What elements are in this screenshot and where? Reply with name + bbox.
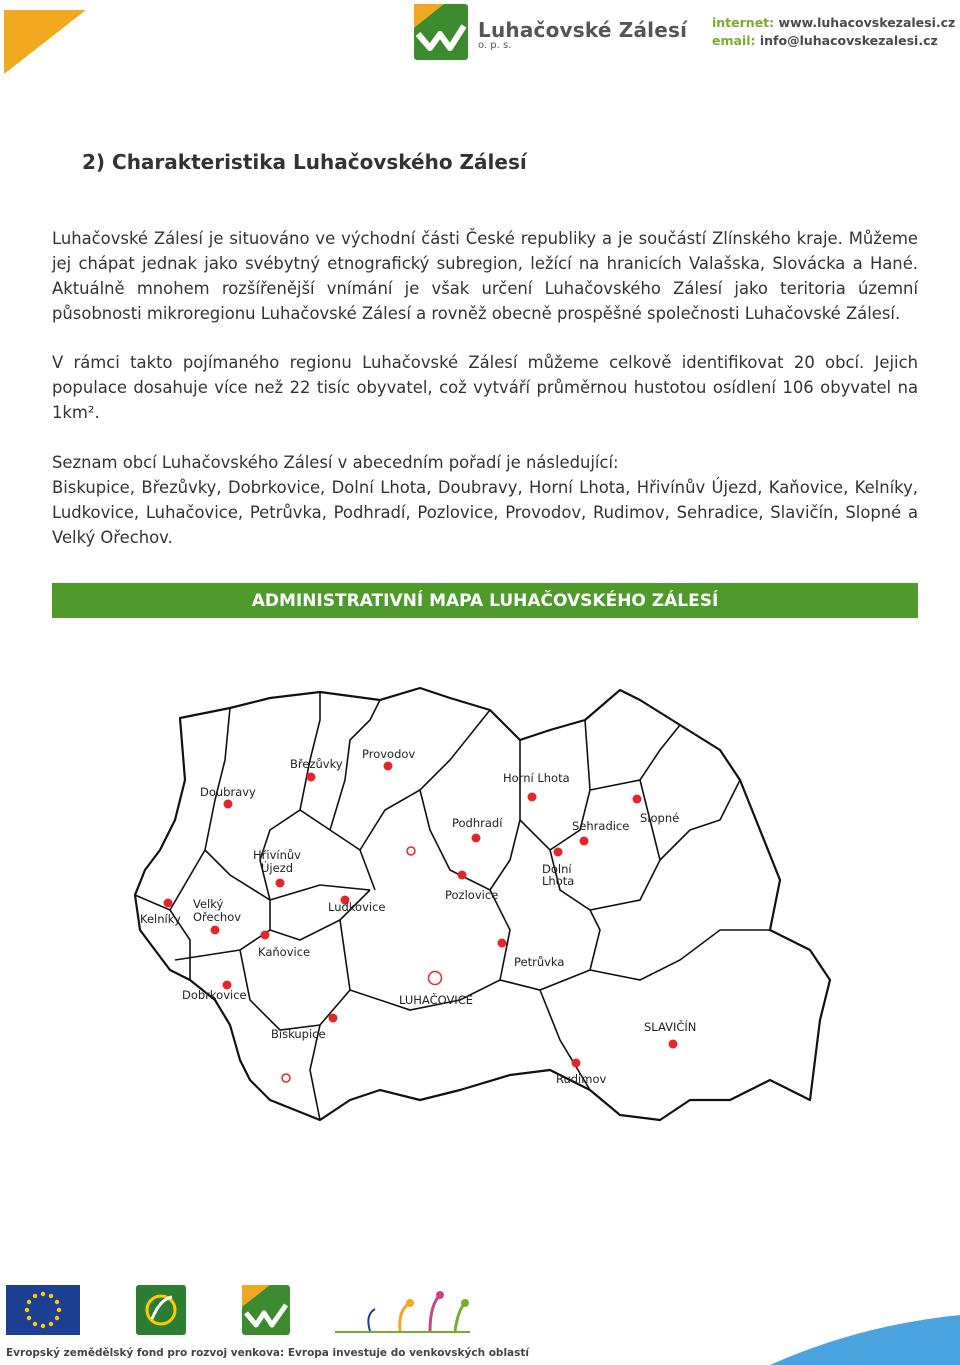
- label-ludkovice: Ludkovice: [328, 900, 386, 914]
- internet-label: internet:: [712, 15, 775, 30]
- paragraph-municipality-list: Biskupice, Březůvky, Dobrkovice, Dolní Lhota, Doubravy, Horní Lhota, Hřivínův Újezd, Kaňovice, Kelníky, Ludkovice, Luhačovice, Petrůvka, Podhradí, Pozlovice, Provodov, Rudimov, Sehradice, Slavičín, Slopné a Velký Ořechov.: [52, 478, 918, 547]
- organization-logo-small-icon: [242, 1285, 290, 1335]
- label-kelniky: Kelníky: [140, 912, 181, 926]
- label-dolni-lhota-2: Lhota: [542, 874, 575, 888]
- label-petruvka: Petrůvka: [514, 955, 565, 969]
- eu-flag-icon: [6, 1285, 80, 1335]
- marker-rudimov: [572, 1059, 581, 1068]
- website-link[interactable]: www.luhacovskezalesi.cz: [778, 15, 956, 30]
- marker-biskupice: [329, 1014, 338, 1023]
- label-luhacovice: LUHAČOVICE: [399, 993, 473, 1007]
- logo-name: Luhačovské Zálesí: [478, 18, 688, 42]
- map-banner: ADMINISTRATIVNÍ MAPA LUHAČOVSKÉHO ZÁLESÍ: [52, 583, 918, 618]
- label-doubravy: Doubravy: [200, 785, 256, 799]
- label-dolni-lhota-1: Dolní: [542, 862, 572, 876]
- footer-funding-text: Evropský zemědělský fond pro rozvoj venkova: Evropa investuje do venkovských oblastí: [6, 1347, 529, 1359]
- paragraph-population: V rámci takto pojímaného regionu Luhačovské Zálesí můžeme celkově identifikovat 20 obcí. Jejich populace dosahuje více než 22 tisíc obyvatel, což vytváří průměrnou hustotou osídlení 106 obyvatel na 1km².: [52, 353, 918, 422]
- marker-velky-orechov: [211, 926, 220, 935]
- email-label: email:: [712, 33, 756, 48]
- label-dobrkovice: Dobrkovice: [182, 988, 247, 1002]
- label-sehradice: Sehradice: [572, 819, 630, 833]
- marker-luhacovice: [429, 972, 442, 985]
- marker-kanovice: [261, 931, 270, 940]
- label-kanovice: Kaňovice: [258, 945, 311, 959]
- label-hrivinuv-2: Újezd: [261, 861, 294, 875]
- leader-logo-icon: [136, 1285, 186, 1335]
- label-podhradi: Podhradí: [452, 816, 503, 830]
- marker-provodov: [384, 762, 393, 771]
- marker-kelniky: [164, 899, 173, 908]
- section-title: 2) Charakteristika Luhačovského Zálesí: [82, 150, 527, 174]
- marker-petruvka: [498, 939, 507, 948]
- marker-empty-1: [407, 847, 415, 855]
- label-velky-1: Velký: [193, 897, 224, 911]
- label-velky-2: Ořechov: [193, 910, 242, 924]
- marker-slopne: [633, 795, 642, 804]
- corner-decoration-bottom: [770, 1305, 960, 1365]
- label-rudimov: Rudimov: [556, 1072, 607, 1086]
- marker-hrivinuv: [276, 879, 285, 888]
- marker-podhradi: [472, 834, 481, 843]
- marker-horni-lhota: [528, 793, 537, 802]
- logo-subtitle: o. p. s.: [478, 40, 512, 51]
- marker-brezuvky: [307, 773, 316, 782]
- marker-empty-2: [282, 1074, 290, 1082]
- paragraph-list-heading: Seznam obcí Luhačovského Zálesí v abecedním pořadí je následující:: [52, 453, 619, 472]
- email-link[interactable]: info@luhacovskezalesi.cz: [759, 33, 938, 48]
- marker-pozlovice: [458, 871, 467, 880]
- marker-slavicin: [669, 1040, 678, 1049]
- rural-development-logo-icon: [335, 1291, 470, 1332]
- label-pozlovice: Pozlovice: [445, 888, 499, 902]
- label-biskupice: Biskupice: [271, 1027, 326, 1041]
- label-provodov: Provodov: [362, 747, 416, 761]
- marker-doubravy: [224, 800, 233, 809]
- marker-sehradice: [580, 837, 589, 846]
- marker-dolni-lhota: [554, 848, 563, 857]
- administrative-map: [120, 680, 840, 1140]
- label-slavicin: SLAVIČÍN: [644, 1020, 697, 1034]
- region-outline: [135, 688, 830, 1120]
- label-brezuvky: Březůvky: [290, 757, 343, 771]
- contact-info: [712, 14, 955, 50]
- label-hrivinuv-1: Hřivínův: [253, 848, 301, 862]
- label-slopne: Slopné: [640, 811, 680, 825]
- paragraph-intro: Luhačovské Zálesí je situováno ve východní části České republiky a je součástí Zlínského kraje. Můžeme jej chápat jednak jako svébytný etnografický subregion, ležící na hranicích Valašska, Slovácka a Hané. Aktuálně mnohem rozšířenější vnímání je však určení Luhačovského Zálesí jako teritoria územní působnosti mikroregionu Luhačovské Zálesí a rovněž obecně prospěšné společnosti Luhačovské Zálesí.: [52, 229, 918, 323]
- label-horni-lhota: Horní Lhota: [503, 771, 570, 785]
- corner-decoration: [0, 0, 90, 80]
